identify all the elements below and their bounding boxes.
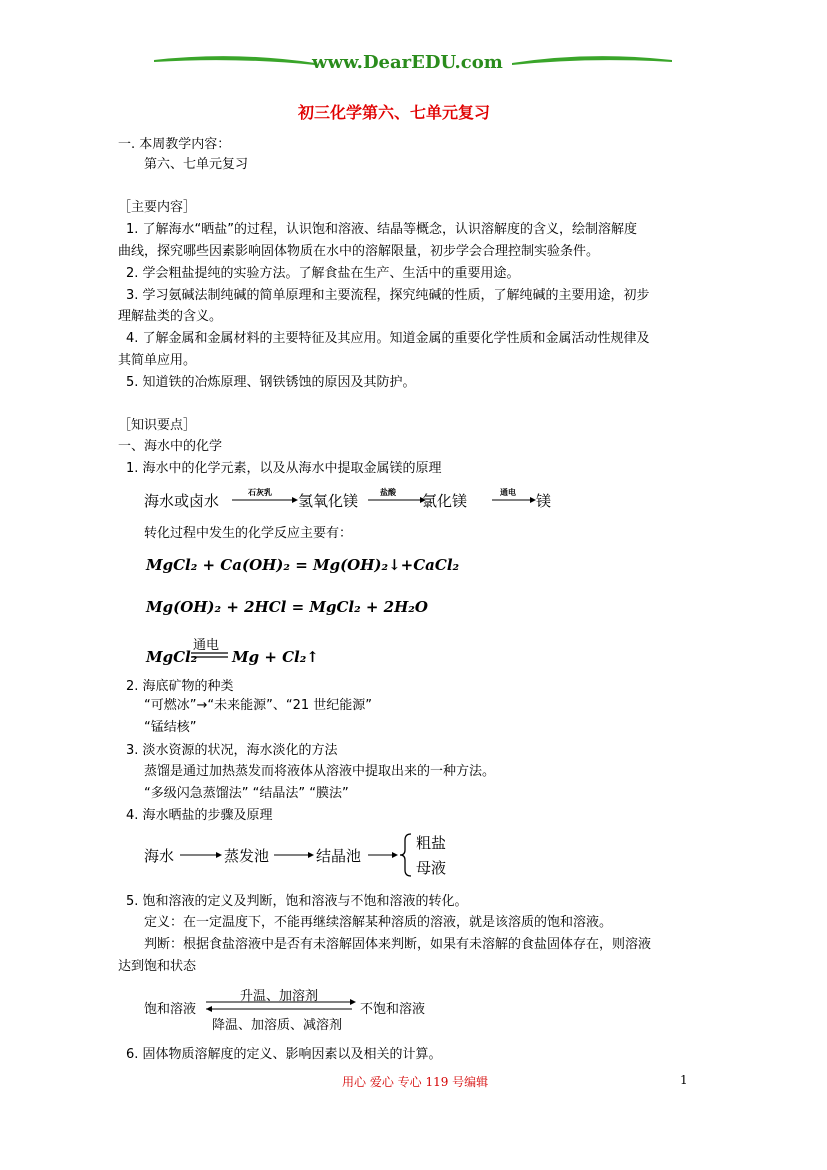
flow1-reagent-1: 石灰乳 <box>248 488 272 497</box>
content-item-3-cont: 理解盐类的含义。 <box>118 309 223 324</box>
knowledge-heading: ［知识要点］ <box>118 418 197 433</box>
flow2-arrows <box>178 845 418 865</box>
flow2-seawater: 海水 <box>144 847 175 865</box>
point-2-line-1: “可燃冰”→“未来能源”、“21 世纪能源” <box>144 698 372 713</box>
point-4: 4. 海水晒盐的步骤及原理 <box>126 808 273 823</box>
flow3-unsaturated: 不饱和溶液 <box>360 1002 426 1017</box>
point-5-judgement: 判断：根据食盐溶液中是否有未溶解固体来判断，如果有未溶解的食盐固体存在，则溶液 <box>144 937 652 952</box>
point-3-line-1: 蒸馏是通过加热蒸发而将液体从溶液中提取出来的一种方法。 <box>144 764 496 779</box>
content-item-4: 4. 了解金属和金属材料的主要特征及其应用。知道金属的重要化学性质和金属活动性规律及 <box>126 331 650 346</box>
content-item-4-cont: 其简单应用。 <box>118 353 197 368</box>
equation-3-left: MgCl₂ <box>146 648 198 666</box>
flow1-mg-chloride: 氯化镁 <box>422 492 468 510</box>
point-2: 2. 海底矿物的种类 <box>126 679 234 694</box>
point-6: 6. 固体物质溶解度的定义、影响因素以及相关的计算。 <box>126 1047 442 1062</box>
flow1-reagent-2: 盐酸 <box>380 488 396 497</box>
flow2-mother-liquor: 母液 <box>416 859 447 877</box>
equation-3-equals <box>190 651 230 659</box>
equation-3-condition: 通电 <box>193 638 220 653</box>
section-heading: 一. 本周教学内容： <box>118 137 231 152</box>
point-1: 1. 海水中的化学元素，以及从海水中提取金属镁的原理 <box>126 461 442 476</box>
subsection-title: 一、海水中的化学 <box>118 439 223 454</box>
content-item-1-cont: 曲线，探究哪些因素影响固体物质在水中的溶解限量，初步学会合理控制实验条件。 <box>118 244 600 259</box>
site-url[interactable]: www.DearEDU.com <box>312 52 503 73</box>
flow1-magnesium: 镁 <box>536 492 552 510</box>
flow1-seawater: 海水或卤水 <box>144 492 220 510</box>
section-content: 第六、七单元复习 <box>144 157 249 172</box>
main-content-heading: ［主要内容］ <box>118 200 197 215</box>
flow3-saturated: 饱和溶液 <box>144 1002 197 1017</box>
flow2-crude-salt: 粗盐 <box>416 834 447 852</box>
flow2-crystallization-pool: 结晶池 <box>316 847 362 865</box>
point-2-line-2: “锰结核” <box>144 720 197 735</box>
flow2-evaporation-pool: 蒸发池 <box>224 847 270 865</box>
point-5-judgement-cont: 达到饱和状态 <box>118 959 197 974</box>
content-item-1: 1. 了解海水“晒盐”的过程，认识饱和溶液、结晶等概念，认识溶解度的含义，绘制溶解度 <box>126 222 638 237</box>
reaction-intro: 转化过程中发生的化学反应主要有： <box>144 526 353 541</box>
flow1-reagent-3: 通电 <box>500 488 516 497</box>
equation-2: Mg(OH)₂ + 2HCl = MgCl₂ + 2H₂O <box>146 598 428 616</box>
point-5-definition: 定义：在一定温度下，不能再继续溶解某种溶质的溶液，就是该溶质的饱和溶液。 <box>144 915 613 930</box>
flow2-brace <box>398 832 414 878</box>
point-5: 5. 饱和溶液的定义及判断，饱和溶液与不饱和溶液的转化。 <box>126 894 468 909</box>
flow3-reversible-arrows <box>204 999 356 1013</box>
point-3-line-2: “多级闪急蒸馏法” “结晶法” “膜法” <box>144 786 349 801</box>
equation-1: MgCl₂ + Ca(OH)₂ = Mg(OH)₂↓+CaCl₂ <box>146 556 460 574</box>
flow3-condition-forward: 升温、加溶剂 <box>240 989 319 1004</box>
content-item-2: 2. 学会粗盐提纯的实验方法。了解食盐在生产、生活中的重要用途。 <box>126 266 520 281</box>
page-number: 1 <box>680 1073 688 1087</box>
flow3-condition-reverse: 降温、加溶质、减溶剂 <box>212 1018 343 1033</box>
point-3: 3. 淡水资源的状况，海水淡化的方法 <box>126 743 338 758</box>
content-item-3: 3. 学习氨碱法制纯碱的简单原理和主要流程，探究纯碱的性质，了解纯碱的主要用途，初步 <box>126 288 650 303</box>
banner-right-swoosh <box>512 56 672 65</box>
page-title: 初三化学第六、七单元复习 <box>298 103 491 122</box>
banner-left-swoosh <box>154 56 315 65</box>
equation-3-right: Mg + Cl₂↑ <box>232 648 319 666</box>
content-item-5: 5. 知道铁的冶炼原理、钢铁锈蚀的原因及其防护。 <box>126 375 416 390</box>
flow1-mg-hydroxide: 氢氧化镁 <box>298 492 359 510</box>
footer-text: 用心 爱心 专心 119 号编辑 <box>342 1075 489 1089</box>
